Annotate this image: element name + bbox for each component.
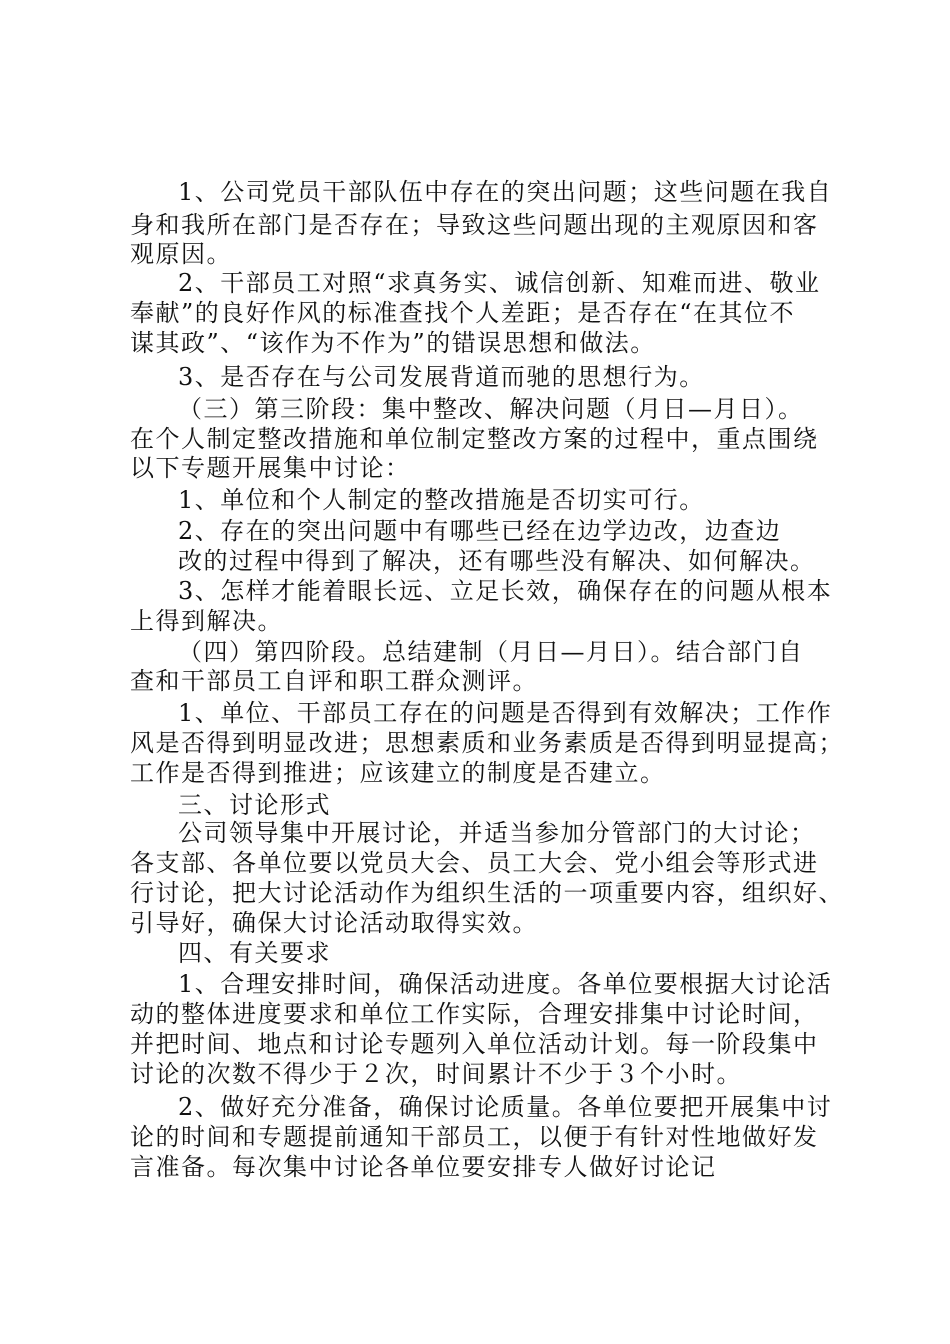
text-line: 1、公司党员干部队伍中存在的突出问题；这些问题在我自 — [178, 178, 833, 206]
text-line: 2、干部员工对照“求真务实、诚信创新、知难而进、敬业 — [178, 269, 821, 297]
text-line: 改的过程中得到了解决，还有哪些没有解决、如何解决。 — [178, 547, 816, 575]
text-line: 工作是否得到推进；应该建立的制度是否建立。 — [130, 759, 666, 787]
section-heading: 三、讨论形式 — [178, 791, 331, 819]
text-line: 各支部、各单位要以党员大会、员工大会、党小组会等形式进 — [130, 849, 819, 877]
text-line: 2、做好充分准备，确保讨论质量。各单位要把开展集中讨 — [178, 1093, 833, 1121]
text-line: 1、单位、干部员工存在的问题是否得到有效解决；工作作 — [178, 699, 833, 727]
text-line: （四）第四阶段。总结建制（月日—月日）。结合部门自 — [178, 638, 804, 666]
section-heading: 四、有关要求 — [178, 939, 331, 967]
text-line: 讨论的次数不得少于２次，时间累计不少于３个小时。 — [130, 1060, 742, 1088]
text-line: 观原因。 — [130, 240, 232, 268]
text-line: 在个人制定整改措施和单位制定整改方案的过程中，重点围绕 — [130, 425, 819, 453]
text-line: 风是否得到明显改进；思想素质和业务素质是否得到明显提高； — [130, 729, 844, 757]
text-line: 公司领导集中开展讨论，并适当参加分管部门的大讨论； — [178, 819, 816, 847]
text-line: 查和干部员工自评和职工群众测评。 — [130, 667, 538, 695]
text-line: （三）第三阶段：集中整改、解决问题（月日—月日）。 — [178, 395, 804, 423]
text-line: 言准备。每次集中讨论各单位要安排专人做好讨论记 — [130, 1153, 717, 1181]
text-line: 引导好，确保大讨论活动取得实效。 — [130, 909, 538, 937]
text-line: 1、单位和个人制定的整改措施是否切实可行。 — [178, 486, 705, 514]
text-line: 以下专题开展集中讨论： — [130, 454, 411, 482]
text-line: 行讨论，把大讨论活动作为组织生活的一项重要内容，组织好、 — [130, 879, 844, 907]
text-line: 动的整体进度要求和单位工作实际，合理安排集中讨论时间， — [130, 1000, 819, 1028]
text-line: 2、存在的突出问题中有哪些已经在边学边改，边查边 — [178, 517, 782, 545]
text-line: 并把时间、地点和讨论专题列入单位活动计划。每一阶段集中 — [130, 1030, 819, 1058]
text-line: 身和我所在部门是否存在；导致这些问题出现的主观原因和客 — [130, 211, 819, 239]
text-line: 奉献”的良好作风的标准查找个人差距；是否存在“在其位不 — [130, 299, 796, 327]
text-line: 3、是否存在与公司发展背道而驰的思想行为。 — [178, 363, 705, 391]
text-line: 谋其政”、“该作为不作为”的错误思想和做法。 — [130, 329, 656, 357]
text-line: 3、怎样才能着眼长远、立足长效，确保存在的问题从根本 — [178, 577, 833, 605]
text-line: 论的时间和专题提前通知干部员工，以便于有针对性地做好发 — [130, 1123, 819, 1151]
text-line: 上得到解决。 — [130, 607, 283, 635]
text-line: 1、合理安排时间，确保活动进度。各单位要根据大讨论活 — [178, 970, 833, 998]
